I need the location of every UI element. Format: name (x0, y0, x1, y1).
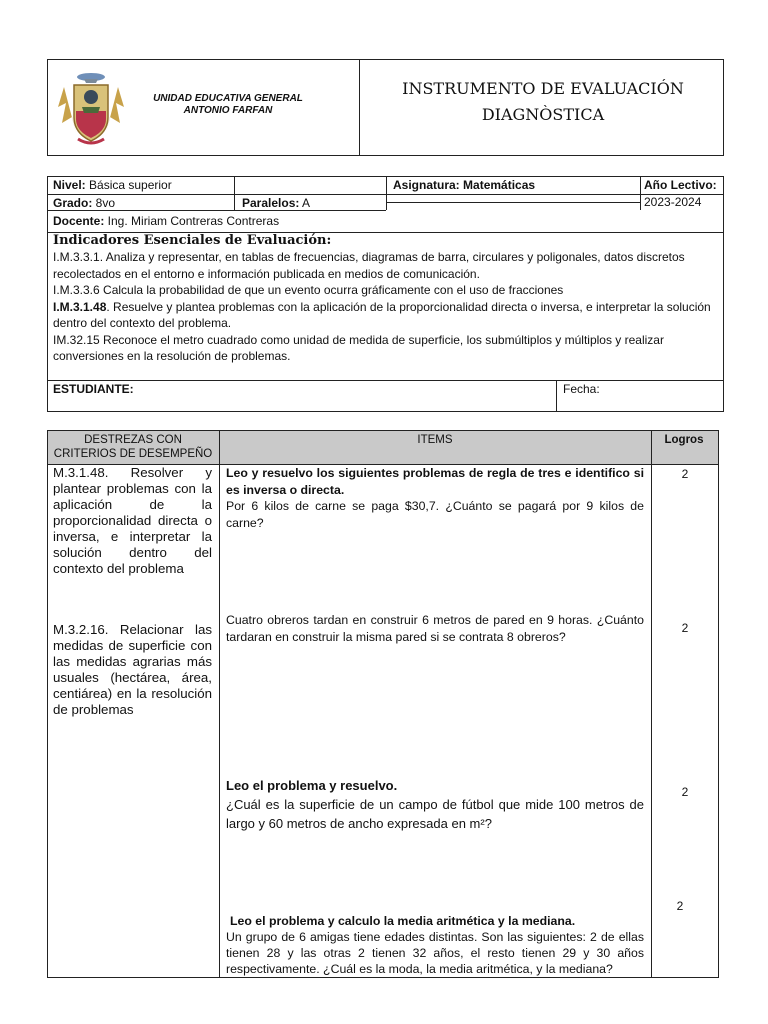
indicator-3-text: . Resuelve y plantea problemas con la aplicación de la proporcionalidad directa o inversa, e interpretar la solución dentro del contexto del problema. (53, 299, 711, 330)
nivel-value: Básica superior (85, 178, 172, 192)
item-3 (226, 776, 644, 833)
anio-lectivo-label: Año Lectivo: (644, 178, 717, 192)
indicator-3 (53, 299, 718, 332)
col-header-logros: Logros (664, 434, 704, 446)
item-1-text: Por 6 kilos de carne se paga $30,7. ¿Cuánto se pagará por 9 kilos de carne? (226, 499, 644, 530)
document-title (378, 76, 708, 128)
info-col-line (386, 177, 387, 210)
school-name (148, 93, 308, 117)
info-row-line (48, 380, 723, 381)
indicator-2: I.M.3.3.6 Calcula la probabilidad de que un evento ocurra gráficamente con el uso de fracciones (53, 283, 564, 297)
title-line1: INSTRUMENTO DE EVALUACIÓN (402, 79, 684, 98)
skill-1: M.3.1.48. Resolver y plantear problemas con la aplicación de la proporcionalidad directa o inversa, e interpretar la solución dentro del contexto del problema (53, 465, 212, 576)
indicator-1: I.M.3.3.1. Analiza y representar, en tablas de frecuencias, diagramas de barra, circulares y poligonales, datos discretos recolectados en el entorno e información publicada en medios de comunicación. (53, 250, 685, 281)
paralelos-field (242, 195, 310, 211)
item-2 (226, 612, 644, 645)
item-4-score: 2 (676, 899, 684, 913)
info-row-line (386, 202, 640, 203)
item-1-score: 2 (681, 467, 689, 481)
item-3-text: ¿Cuál es la superficie de un campo de fútbol que mide 100 metros de largo y 60 metros de ancho expresada en m²? (226, 797, 644, 831)
school-name-line2: ANTONIO FARFAN (183, 105, 273, 116)
info-col-line (640, 177, 641, 210)
table-col-line (219, 431, 220, 977)
indicator-3-code: I.M.3.1.48 (53, 299, 107, 314)
document-header (47, 59, 724, 156)
item-3-score: 2 (681, 785, 689, 799)
col-header-skills: DESTREZAS CON CRITERIOS DE DESEMPEÑO (53, 434, 213, 460)
info-col-line (556, 380, 557, 412)
asignatura-field (393, 177, 535, 193)
paralelos-label: Paralelos: (242, 196, 300, 210)
school-crest-logo (54, 67, 128, 149)
title-line2: DIAGNÒSTICA (481, 105, 605, 124)
item-2-score: 2 (681, 621, 689, 635)
header-divider (359, 60, 360, 155)
item-4-title: Leo el problema y calculo la media aritmética y la mediana. (230, 914, 576, 928)
indicator-4: IM.32.15 Reconoce el metro cuadrado como unidad de medida de superficie, los submúltiplos y múltiplos y realizar conversiones en la resolución de problemas. (53, 332, 664, 363)
item-1 (226, 465, 644, 531)
table-header (48, 431, 718, 465)
item-4-text: Un grupo de 6 amigas tiene edades distintas. Son las siguientes: 2 de ellas tienen 28 y las otras 2 tienen 32 años, el resto tienen 29 y 30 años respectivamente. ¿Cuál es la moda, la media aritmética, y la mediana? (226, 930, 644, 976)
skill-2: M.3.2.16. Relacionar las medidas de superficie con las medidas agrarias más usuales (hectárea, área, centiárea) en la resolución de problemas (53, 622, 212, 717)
grado-label: Grado: (53, 196, 93, 210)
asignatura-label: Asignatura: (393, 178, 460, 192)
item-2-text: Cuatro obreros tardan en construir 6 metros de pared en 9 horas. ¿Cuánto tardaran en construir la misma pared si se contrata 8 obreros? (226, 613, 644, 644)
nivel-label: Nivel: (53, 178, 86, 192)
anio-lectivo-value: 2023-2024 (644, 195, 702, 209)
docente-value: Ing. Miriam Contreras Contreras (104, 214, 280, 228)
assessment-table (47, 430, 719, 978)
table-col-line (651, 431, 652, 977)
grado-value: 8vo (92, 196, 116, 210)
item-4 (226, 913, 644, 977)
nivel-field (53, 177, 172, 193)
item-1-title: Leo y resuelvo los siguientes problemas de regla de tres e identifico si es inversa o directa. (226, 466, 644, 497)
item-3-title: Leo el problema y resuelvo. (226, 778, 398, 793)
asignatura-value: Matemáticas (459, 178, 536, 192)
grado-field (53, 195, 115, 211)
estudiante-label: ESTUDIANTE: (53, 382, 134, 396)
school-name-line1: UNIDAD EDUCATIVA GENERAL (153, 93, 303, 104)
info-table (47, 176, 724, 412)
indicators-heading: Indicadores Esenciales de Evaluación: (53, 233, 332, 248)
indicators-section (53, 233, 718, 365)
col-header-items: ITEMS (417, 434, 453, 446)
paralelos-value: A (299, 196, 311, 210)
fecha-label: Fecha: (563, 382, 600, 396)
docente-field (53, 213, 279, 229)
docente-label: Docente: (53, 214, 105, 228)
info-col-line (234, 177, 235, 210)
